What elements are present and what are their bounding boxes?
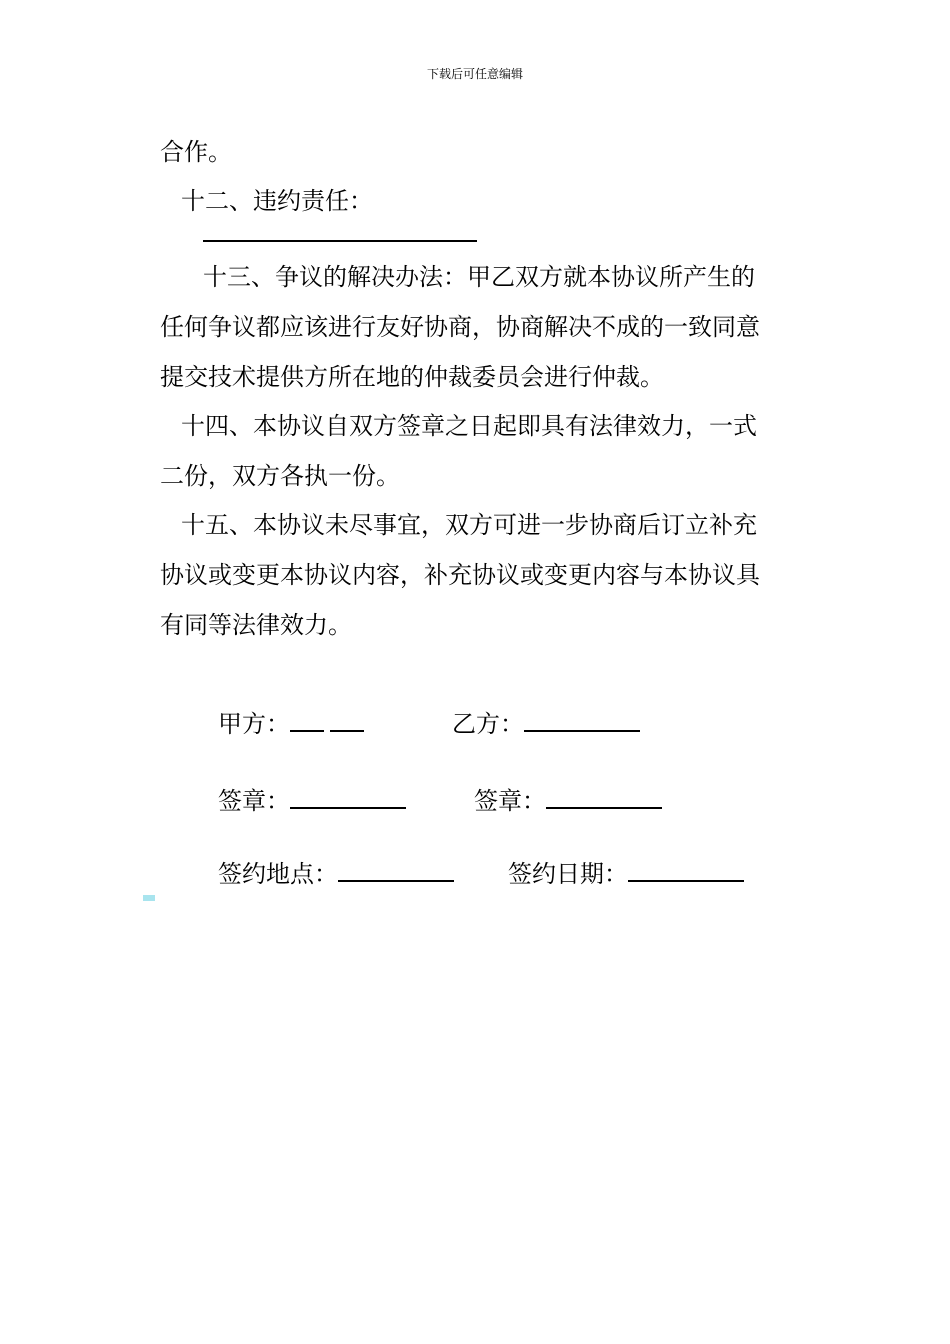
clause-12-text: 十二、违约责任： bbox=[181, 187, 373, 215]
party-b-blank[interactable] bbox=[524, 706, 640, 732]
clause-13-line-2: 任何争议都应该进行友好协商，协商解决不成的一致同意 bbox=[160, 313, 760, 341]
party-b-label: 乙方： bbox=[452, 710, 524, 738]
clause-13-line-3: 提交技术提供方所在地的仲裁委员会进行仲裁。 bbox=[160, 363, 664, 391]
seal-a-label: 签章： bbox=[218, 787, 290, 815]
seal-b-blank[interactable] bbox=[546, 783, 662, 809]
page-header-note: 下载后可任意编辑 bbox=[426, 67, 523, 81]
party-a-label: 甲方： bbox=[218, 710, 290, 738]
clause-12-blank-line bbox=[203, 240, 477, 242]
continuation-text: 合作。 bbox=[160, 138, 232, 166]
clause-13-line-1: 十三、争议的解决办法：甲乙双方就本协议所产生的 bbox=[203, 263, 755, 291]
clause-14-line-1: 十四、本协议自双方签章之日起即具有法律效力，一式 bbox=[181, 412, 757, 440]
continuation-line bbox=[160, 127, 800, 177]
party-a-field bbox=[218, 706, 364, 740]
clause-15-line-1: 十五、本协议未尽事宜，双方可进一步协商后订立补充 bbox=[181, 511, 757, 539]
seal-a-blank[interactable] bbox=[290, 783, 406, 809]
place-blank[interactable] bbox=[338, 856, 454, 882]
party-a-blank-1[interactable] bbox=[290, 706, 324, 732]
seal-b-field bbox=[474, 783, 662, 817]
place-field bbox=[218, 856, 454, 890]
clause-15-line-2: 协议或变更本协议内容，补充协议或变更内容与本协议具 bbox=[160, 561, 760, 589]
clause-13 bbox=[160, 252, 800, 402]
date-label: 签约日期： bbox=[508, 860, 628, 888]
cursor-marker bbox=[143, 895, 155, 901]
clause-15 bbox=[160, 500, 800, 650]
clause-12-title bbox=[181, 176, 821, 226]
seal-b-label: 签章： bbox=[474, 787, 546, 815]
date-blank[interactable] bbox=[628, 856, 744, 882]
place-label: 签约地点： bbox=[218, 860, 338, 888]
clause-15-line-3: 有同等法律效力。 bbox=[160, 611, 352, 639]
date-field bbox=[508, 856, 744, 890]
seal-a-field bbox=[218, 783, 406, 817]
clause-14 bbox=[160, 401, 800, 501]
party-a-blank-2[interactable] bbox=[330, 706, 364, 732]
party-b-field bbox=[452, 706, 640, 740]
clause-14-line-2: 二份，双方各执一份。 bbox=[160, 462, 400, 490]
